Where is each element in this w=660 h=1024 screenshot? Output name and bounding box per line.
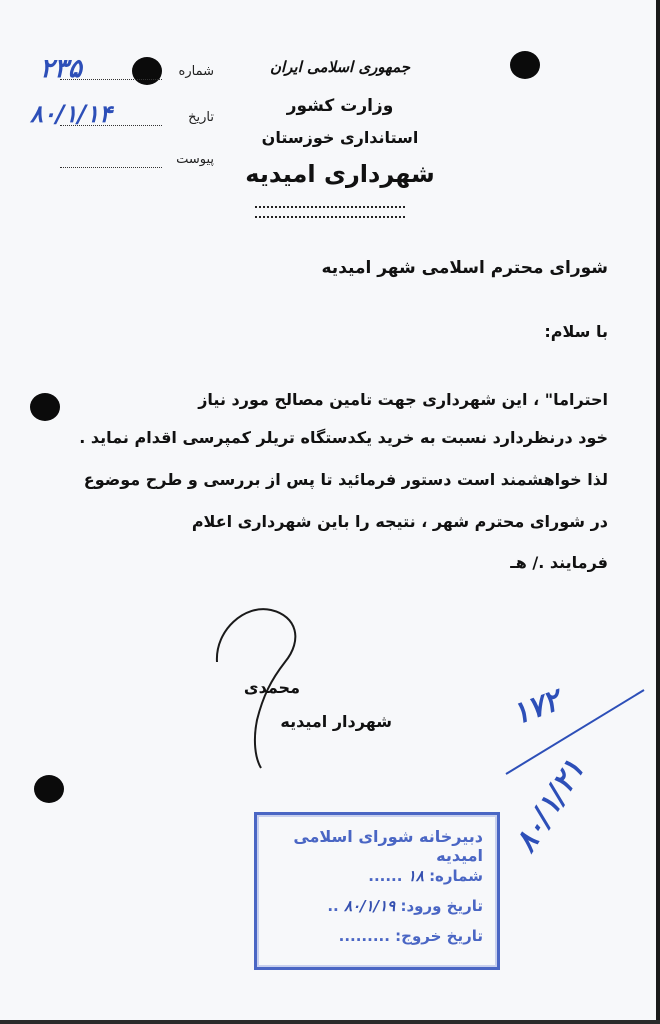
body-line-2: خود درنظردارد نسبت به خرید یکدستگاه تریلر کمپرسی اقدام نماید .	[79, 428, 608, 447]
punch-hole	[510, 51, 540, 79]
greeting: با سلام:	[544, 322, 608, 341]
body-line-1: احتراما" ، این شهرداری جهت تامین مصالح مورد نیاز	[198, 390, 608, 409]
stamp-entry-value: ۸۰/۱/۱۹	[343, 897, 396, 915]
stamp-title: دبیرخانه شورای اسلامی امیدیه	[293, 827, 483, 865]
signer-title: شهردار امیدیه	[280, 712, 392, 731]
attachment-label: پیوست	[176, 152, 214, 167]
letterhead-municipality: شهرداری امیدیه	[245, 160, 435, 188]
margin-handwritten-date: ۸۰/۱/۲۱	[508, 753, 592, 859]
attachment-field	[34, 146, 214, 176]
stamp-number-value: ۱۸	[407, 867, 424, 885]
body-line-4: در شورای محترم شهر ، نتیجه را باین شهرداری اعلام	[191, 512, 608, 531]
body-line-3: لذا خواهشمند است دستور فرمائید تا پس از بررسی و طرح موضوع	[83, 470, 608, 489]
number-handwritten: ۲۳۵	[40, 54, 82, 84]
margin-handwritten-number: ۱۷۲	[507, 682, 565, 733]
letterhead-ministry: وزارت کشور	[286, 96, 394, 116]
letterhead-governorate: استانداری خوزستان	[261, 128, 419, 147]
stamp-exit-label: تاریخ خروج:	[395, 927, 483, 945]
stamp-exit-row	[339, 927, 483, 945]
scan-edge-right	[656, 0, 660, 1024]
punch-hole	[30, 393, 60, 421]
stamp-number-row	[368, 867, 483, 885]
stamp-entry-label: تاریخ ورود:	[400, 897, 483, 915]
number-label: شماره	[178, 64, 214, 79]
stamp-exit-dots: .........	[338, 927, 390, 945]
letterhead-country: جمهوری اسلامی ایران	[269, 58, 411, 76]
body-line-5: فرمایند ./ هـ	[510, 553, 608, 572]
stamp-number-dots: ......	[368, 867, 403, 885]
addressee: شورای محترم اسلامی شهر امیدیه	[321, 258, 608, 278]
attachment-dots	[60, 167, 162, 168]
stamp-entry-row	[327, 897, 483, 915]
date-handwritten: ۸۰/۱/۱۴	[30, 100, 112, 128]
signer-name: محمدی	[243, 678, 300, 697]
scan-edge-bottom	[0, 1020, 660, 1024]
punch-hole	[34, 775, 64, 803]
date-label: تاریخ	[188, 110, 214, 125]
stamp-number-label: شماره:	[429, 867, 483, 885]
letterhead-ornament	[255, 206, 405, 218]
stamp-entry-dots: ..	[327, 897, 339, 915]
secretariat-stamp	[254, 812, 500, 970]
